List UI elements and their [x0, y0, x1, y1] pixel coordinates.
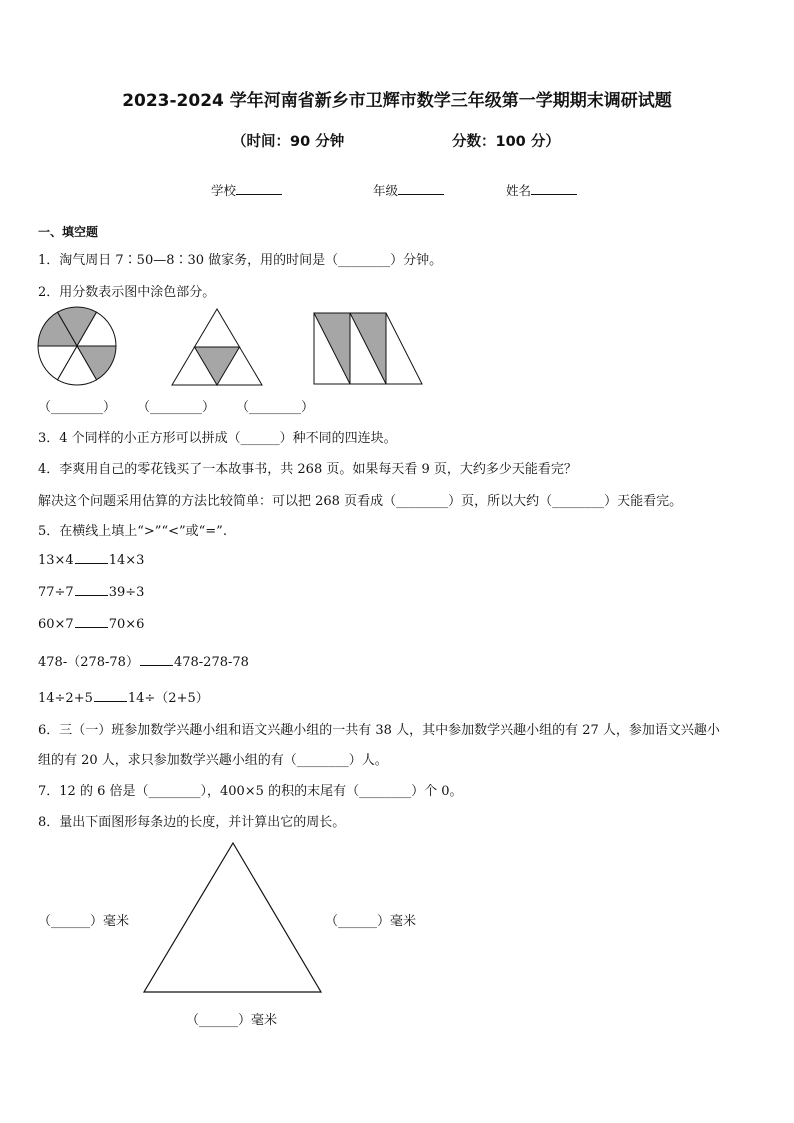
compare-blank[interactable] — [75, 583, 108, 596]
compare-right: 14×3 — [108, 553, 145, 568]
right-side-length[interactable]: （______）毫米 — [325, 914, 417, 929]
shaded-circle-figure — [36, 305, 118, 387]
compare-blank[interactable] — [75, 551, 108, 564]
question-4-estimate: 解决这个问题采用估算的方法比较简单：可以把 268 页看成（________）页，所以大约（________）天能看完。 — [38, 494, 683, 509]
question-1: 1．淘气周日 7∶50—8∶30 做家务，用的时间是（________）分钟。 — [38, 253, 443, 268]
name-label: 姓名 — [506, 183, 532, 198]
compare-item — [38, 583, 144, 600]
compare-left: 77÷7 — [38, 585, 74, 600]
bottom-side-length[interactable]: （______）毫米 — [186, 1013, 278, 1028]
question-4: 4．李爽用自己的零花钱买了一本故事书，共 268 页。如果每天看 9 页，大约多少天能看完？ — [38, 462, 577, 477]
left-side-length[interactable]: （______）毫米 — [38, 914, 130, 929]
compare-right: 39÷3 — [108, 585, 145, 600]
question-6-continued: 组的有 20 人，求只参加数学兴趣小组的有（________）人。 — [38, 753, 388, 768]
exam-score: 分数：100 分） — [452, 134, 560, 150]
compare-item — [38, 551, 144, 568]
compare-item — [38, 651, 249, 670]
compare-right: 14÷（2+5） — [127, 691, 209, 706]
shaded-parallelogram-figure — [312, 312, 426, 388]
question-8: 8．量出下面图形每条边的长度，并计算出它的周长。 — [38, 815, 346, 830]
section-title: 一、填空题 — [38, 225, 99, 239]
compare-right: 478-278-78 — [173, 655, 249, 670]
question-3: 3．4 个同样的小正方形可以拼成（______）种不同的四连块。 — [38, 431, 397, 446]
grade-blank — [398, 182, 444, 195]
compare-item — [38, 615, 144, 632]
compare-left: 60×7 — [38, 617, 74, 632]
school-label: 学校 — [211, 183, 237, 198]
measure-triangle-figure — [142, 841, 324, 995]
compare-left: 478-（278-78） — [38, 655, 139, 670]
figure-3-answer[interactable]: （________） — [236, 400, 315, 415]
figure-2-answer[interactable]: （________） — [137, 400, 216, 415]
compare-right: 70×6 — [108, 617, 145, 632]
figure-1-answer[interactable]: （________） — [38, 400, 117, 415]
compare-left: 13×4 — [38, 553, 74, 568]
name-blank — [531, 182, 577, 195]
compare-blank[interactable] — [75, 615, 108, 628]
grade-field — [373, 181, 444, 199]
question-7: 7．12 的 6 倍是（________），400×5 的积的末尾有（________）个 0。 — [38, 784, 463, 799]
page-title: 2023-2024 学年河南省新乡市卫辉市数学三年级第一学期期末调研试题 — [122, 91, 672, 111]
school-blank — [236, 182, 282, 195]
school-field — [211, 181, 282, 199]
compare-item — [38, 687, 209, 706]
name-field — [506, 181, 577, 199]
compare-left: 14÷2+5 — [38, 691, 93, 706]
compare-blank[interactable] — [140, 653, 173, 666]
question-2: 2．用分数表示图中涂色部分。 — [38, 285, 216, 300]
compare-blank[interactable] — [94, 689, 127, 702]
question-5: 5．在横线上填上“>”“<”或“=”. — [38, 524, 227, 539]
shaded-triangle-figure — [170, 308, 266, 388]
question-6: 6．三（一）班参加数学兴趣小组和语文兴趣小组的一共有 38 人，其中参加数学兴趣小组的有 27 人，参加语文兴趣小 — [38, 723, 720, 738]
grade-label: 年级 — [373, 183, 399, 198]
exam-time: （时间：90 分钟 — [232, 134, 345, 150]
